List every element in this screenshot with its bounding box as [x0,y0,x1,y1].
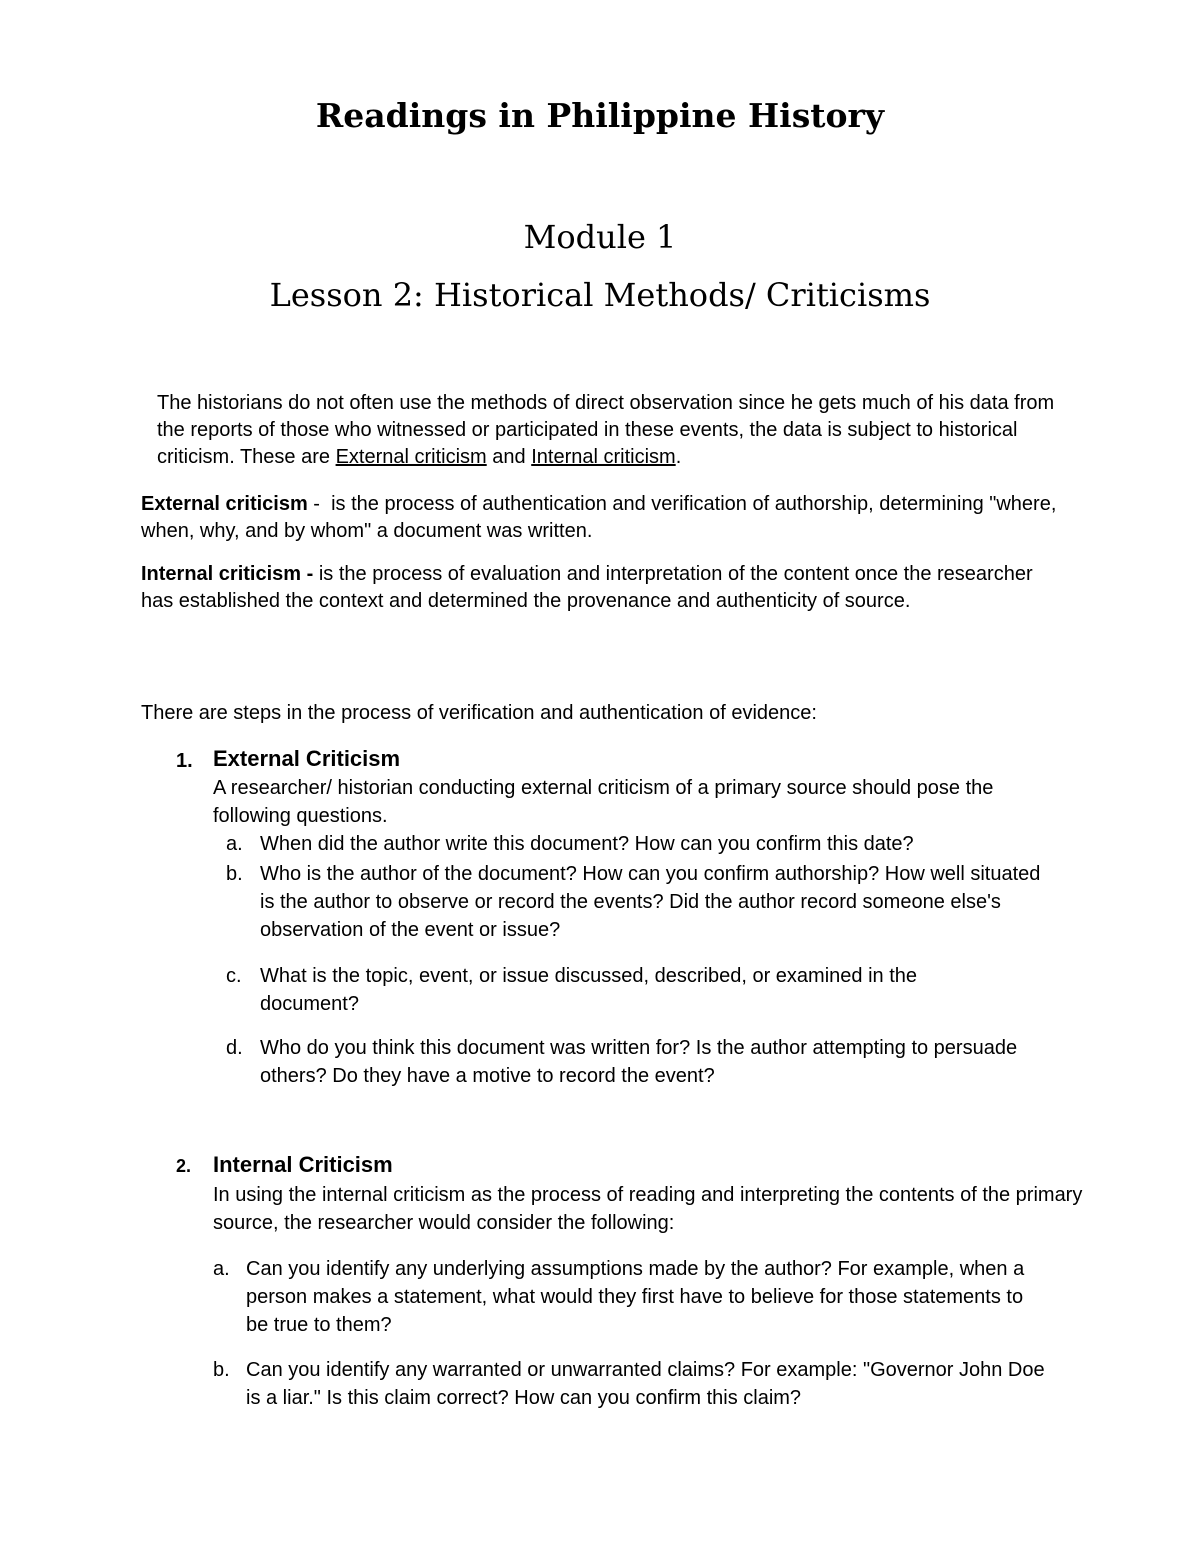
section1-item-a-letter: a. [226,833,243,855]
section2-item-a-letter: a. [213,1258,230,1280]
section1-item-c-letter: c. [226,965,242,987]
intro-paragraph [157,390,1057,471]
section2-item-a: Can you identify any underlying assumptions made by the author? For example, when a person makes a statement, what would they first have to believe for those statements to be true to them? [246,1258,1025,1336]
section1-number: 1. [176,750,193,772]
internal-criticism-term: Internal criticism - [141,563,314,585]
intro-and: and [486,446,532,468]
section2-heading: Internal Criticism [213,1152,393,1177]
section1-heading: External Criticism [213,746,401,771]
section1-item-b: Who is the author of the document? How can you confirm authorship? How well situated is the author to observe or record the events? Did the author record someone else's observation of the event or issue? [260,863,1041,941]
external-criticism-term: External criticism [141,493,308,515]
module-heading: Module 1 [523,218,677,256]
section2-intro: In using the internal criticism as the process of reading and interpreting the contents of the primary source, the researcher would consider the following: [213,1184,1083,1234]
external-criticism-text: is the process of authentication and verification of authorship, determining "where, when, why, and by whom" a document was written. [141,493,1057,542]
document-title: Readings in Philippine History [315,96,885,135]
intro-text: The historians do not often use the methods of direct observation since he gets much of his data from the reports of those who witnessed or participated in these events, the data is subject to historical criticism. These are [157,392,1055,468]
section1-item-c: What is the topic, event, or issue discussed, described, or examined in the document? [260,965,918,1015]
section1-item-a: When did the author write this document? How can you confirm this date? [260,833,914,855]
internal-criticism-link[interactable]: Internal criticism [531,446,676,468]
external-criticism-sep: - [307,493,332,515]
lesson-heading: Lesson 2: Historical Methods/ Criticisms [269,276,931,314]
section1-item-b-letter: b. [226,863,243,885]
section1-intro: A researcher/ historian conducting external criticism of a primary source should pose the following questions. [213,777,994,827]
section2-number: 2. [176,1156,192,1176]
steps-intro: There are steps in the process of verification and authentication of evidence: [141,702,817,724]
internal-criticism-text: is the process of evaluation and interpretation of the content once the researcher has established the context and determined the provenance and authenticity of source. [141,563,1033,612]
external-criticism-link[interactable]: External criticism [335,446,487,468]
section2-item-b: Can you identify any warranted or unwarranted claims? For example: "Governor John Doe is a liar." Is this claim correct? How can you confirm this claim? [246,1359,1045,1409]
section2-item-b-letter: b. [213,1359,230,1381]
section1-item-d: Who do you think this document was written for? Is the author attempting to persuade others? Do they have a motive to record the event? [260,1037,1018,1087]
external-criticism-definition [141,491,1061,545]
internal-criticism-definition [141,561,1061,615]
intro-end: . [675,446,682,468]
section1-item-d-letter: d. [226,1037,243,1059]
